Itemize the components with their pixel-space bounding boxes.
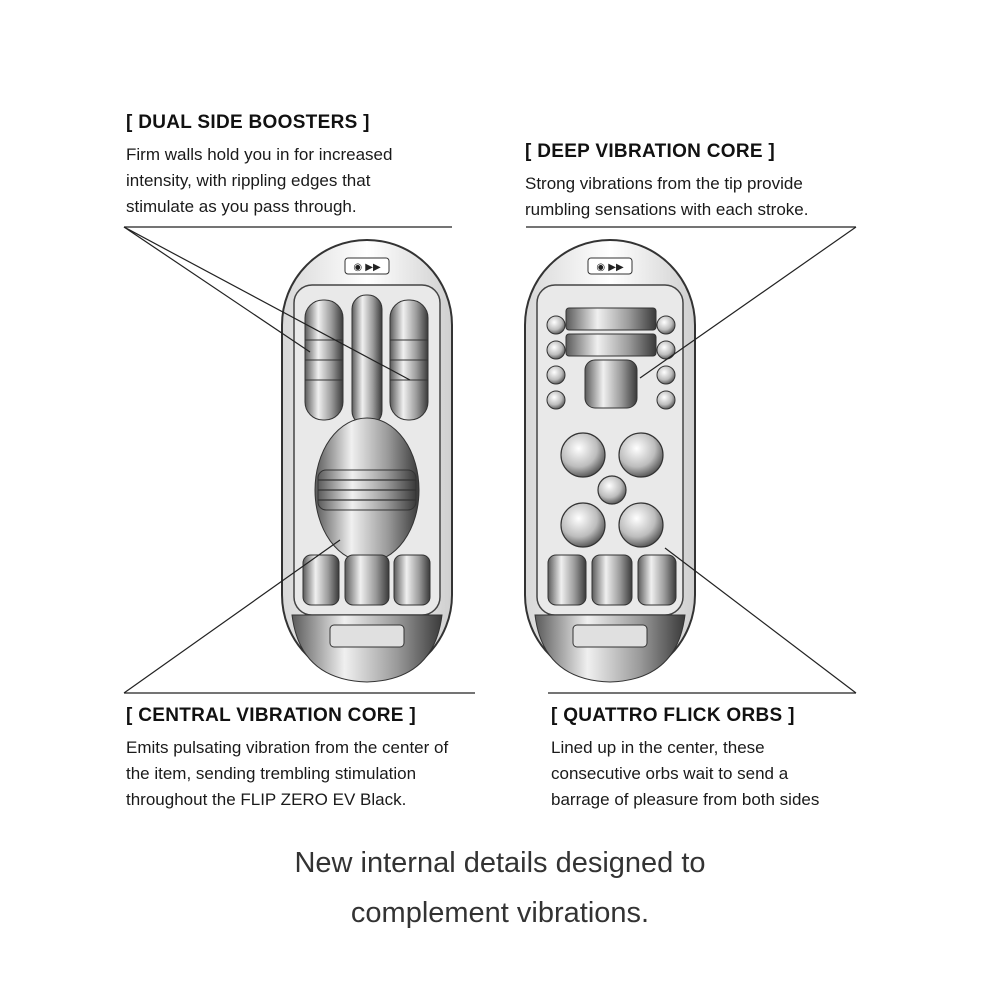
callout-description — [126, 142, 466, 220]
description-line: rumbling sensations with each stroke. — [525, 200, 809, 219]
svg-text:◉ ▶▶: ◉ ▶▶ — [596, 262, 624, 273]
footer-tagline — [0, 838, 1000, 938]
svg-text:◉ ▶▶: ◉ ▶▶ — [353, 262, 381, 273]
description-line: intensity, with rippling edges that — [126, 171, 371, 190]
description-line: consecutive orbs wait to send a — [551, 764, 789, 783]
callout-title: [ DUAL SIDE BOOSTERS ] — [126, 112, 370, 133]
callout-description — [126, 735, 486, 813]
description-line: barrage of pleasure from both sides — [551, 790, 820, 809]
callout-deep-vibration-core — [525, 141, 865, 223]
description-line: Lined up in the center, these — [551, 738, 765, 757]
callout-title: [ DEEP VIBRATION CORE ] — [525, 141, 776, 162]
description-line: the item, sending trembling stimulation — [126, 764, 417, 783]
callout-title: [ QUATTRO FLICK ORBS ] — [551, 705, 795, 726]
description-line: Firm walls hold you in for increased — [126, 145, 393, 164]
description-line: Emits pulsating vibration from the center of — [126, 738, 449, 757]
description-line: Strong vibrations from the tip provide — [525, 174, 803, 193]
callout-central-vibration-core — [126, 705, 486, 813]
right-device-illustration — [525, 240, 695, 682]
description-line: stimulate as you pass through. — [126, 197, 357, 216]
left-device-illustration — [282, 240, 452, 682]
tagline-line: New internal details designed to — [294, 847, 706, 879]
callout-description — [551, 735, 881, 813]
callout-description — [525, 171, 865, 223]
tagline-line: complement vibrations. — [350, 897, 650, 929]
callout-title: [ CENTRAL VIBRATION CORE ] — [126, 705, 416, 726]
callout-quattro-flick-orbs — [551, 705, 881, 813]
description-line: throughout the FLIP ZERO EV Black. — [126, 790, 407, 809]
callout-dual-side-boosters — [126, 112, 466, 220]
